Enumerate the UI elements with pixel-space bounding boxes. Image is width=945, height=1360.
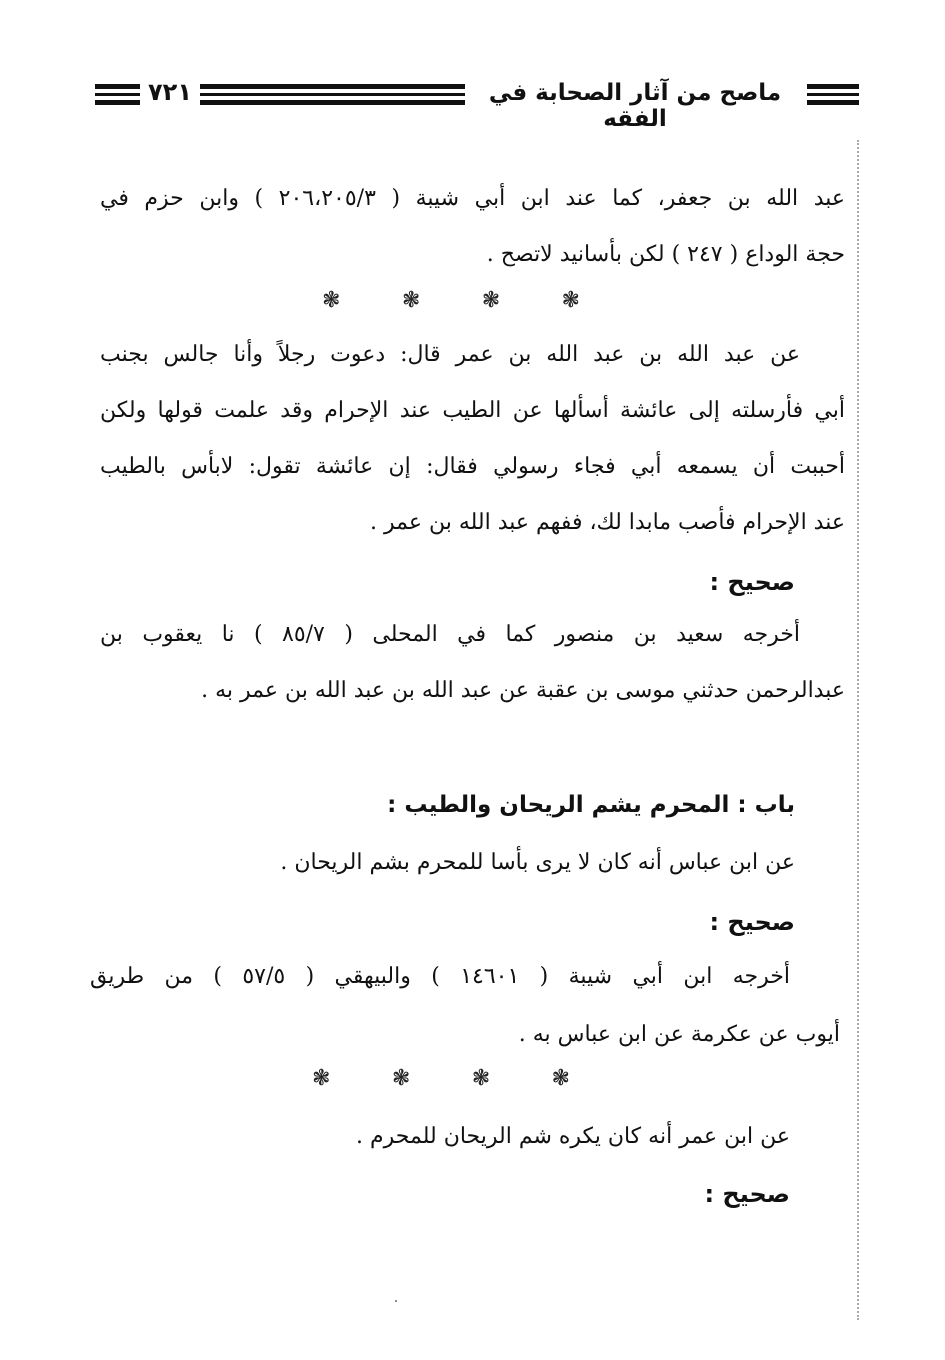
running-title: ماصح من آثار الصحابة في الفقه bbox=[488, 80, 782, 132]
header-rule-middle bbox=[200, 84, 465, 109]
star-ornament-icon: ❃ bbox=[561, 288, 580, 313]
verdict-label: صحيح : bbox=[709, 908, 795, 936]
text-line: أخرجه ابن أبي شيبة ( ١٤٦٠١ ) والبيهقي ( ٥٧/٥ ) من طريق bbox=[90, 964, 791, 989]
text-line: عبدالرحمن حدثني موسى بن عقبة عن عبد الله بن عبد الله بن عمر به . bbox=[201, 678, 845, 703]
page-header bbox=[95, 78, 860, 132]
margin-rule bbox=[857, 140, 859, 1320]
verdict-label: صحيح : bbox=[709, 568, 795, 596]
star-ornament-icon: ❃ bbox=[481, 288, 501, 313]
star-separator bbox=[312, 1066, 570, 1091]
star-ornament-icon: ❃ bbox=[551, 1066, 570, 1091]
text-line: أخرجه سعيد بن منصور كما في المحلى ( ٨٥/٧ ) نا يعقوب بن bbox=[100, 622, 800, 647]
text-line: أيوب عن عكرمة عن ابن عباس به . bbox=[518, 1022, 840, 1047]
star-separator bbox=[322, 288, 580, 313]
star-ornament-icon: ❃ bbox=[312, 1066, 331, 1091]
star-ornament-icon: ❃ bbox=[401, 288, 421, 313]
text-line: عند الإحرام فأصب مابدا لك، ففهم عبد الله بن عمر . bbox=[370, 510, 845, 535]
text-line: عن ابن عمر أنه كان يكره شم الريحان للمحرم . bbox=[356, 1124, 790, 1149]
verdict-label: صحيح : bbox=[704, 1180, 790, 1208]
page-number: ٧٢١ bbox=[148, 78, 192, 106]
text-line: عبد الله بن جعفر، كما عند ابن أبي شيبة ( ٢٠٦،٢٠٥/٣ ) وابن حزم في bbox=[100, 186, 846, 211]
star-ornament-icon: ❃ bbox=[322, 288, 341, 313]
star-ornament-icon: ❃ bbox=[391, 1066, 411, 1091]
scan-speck bbox=[395, 1300, 397, 1302]
text-line: أحببت أن يسمعه أبي فجاء رسولي فقال: إن عائشة تقول: لابأس بالطيب bbox=[100, 454, 845, 479]
section-title: باب : المحرم يشم الريحان والطيب : bbox=[387, 792, 795, 818]
header-rule-left bbox=[95, 84, 140, 109]
text-line: أبي فأرسلته إلى عائشة أسألها عن الطيب عند الإحرام وقد علمت قولها ولكن bbox=[100, 398, 845, 423]
header-rule-right bbox=[807, 84, 859, 109]
text-line: عن ابن عباس أنه كان لا يرى بأسا للمحرم بشم الريحان . bbox=[280, 850, 795, 875]
text-line: عن عبد الله بن عبد الله بن عمر قال: دعوت رجلاً وأنا جالس بجنب bbox=[100, 342, 800, 367]
star-ornament-icon: ❃ bbox=[471, 1066, 491, 1091]
text-line: حجة الوداع ( ٢٤٧ ) لكن بأسانيد لاتصح . bbox=[486, 242, 845, 267]
